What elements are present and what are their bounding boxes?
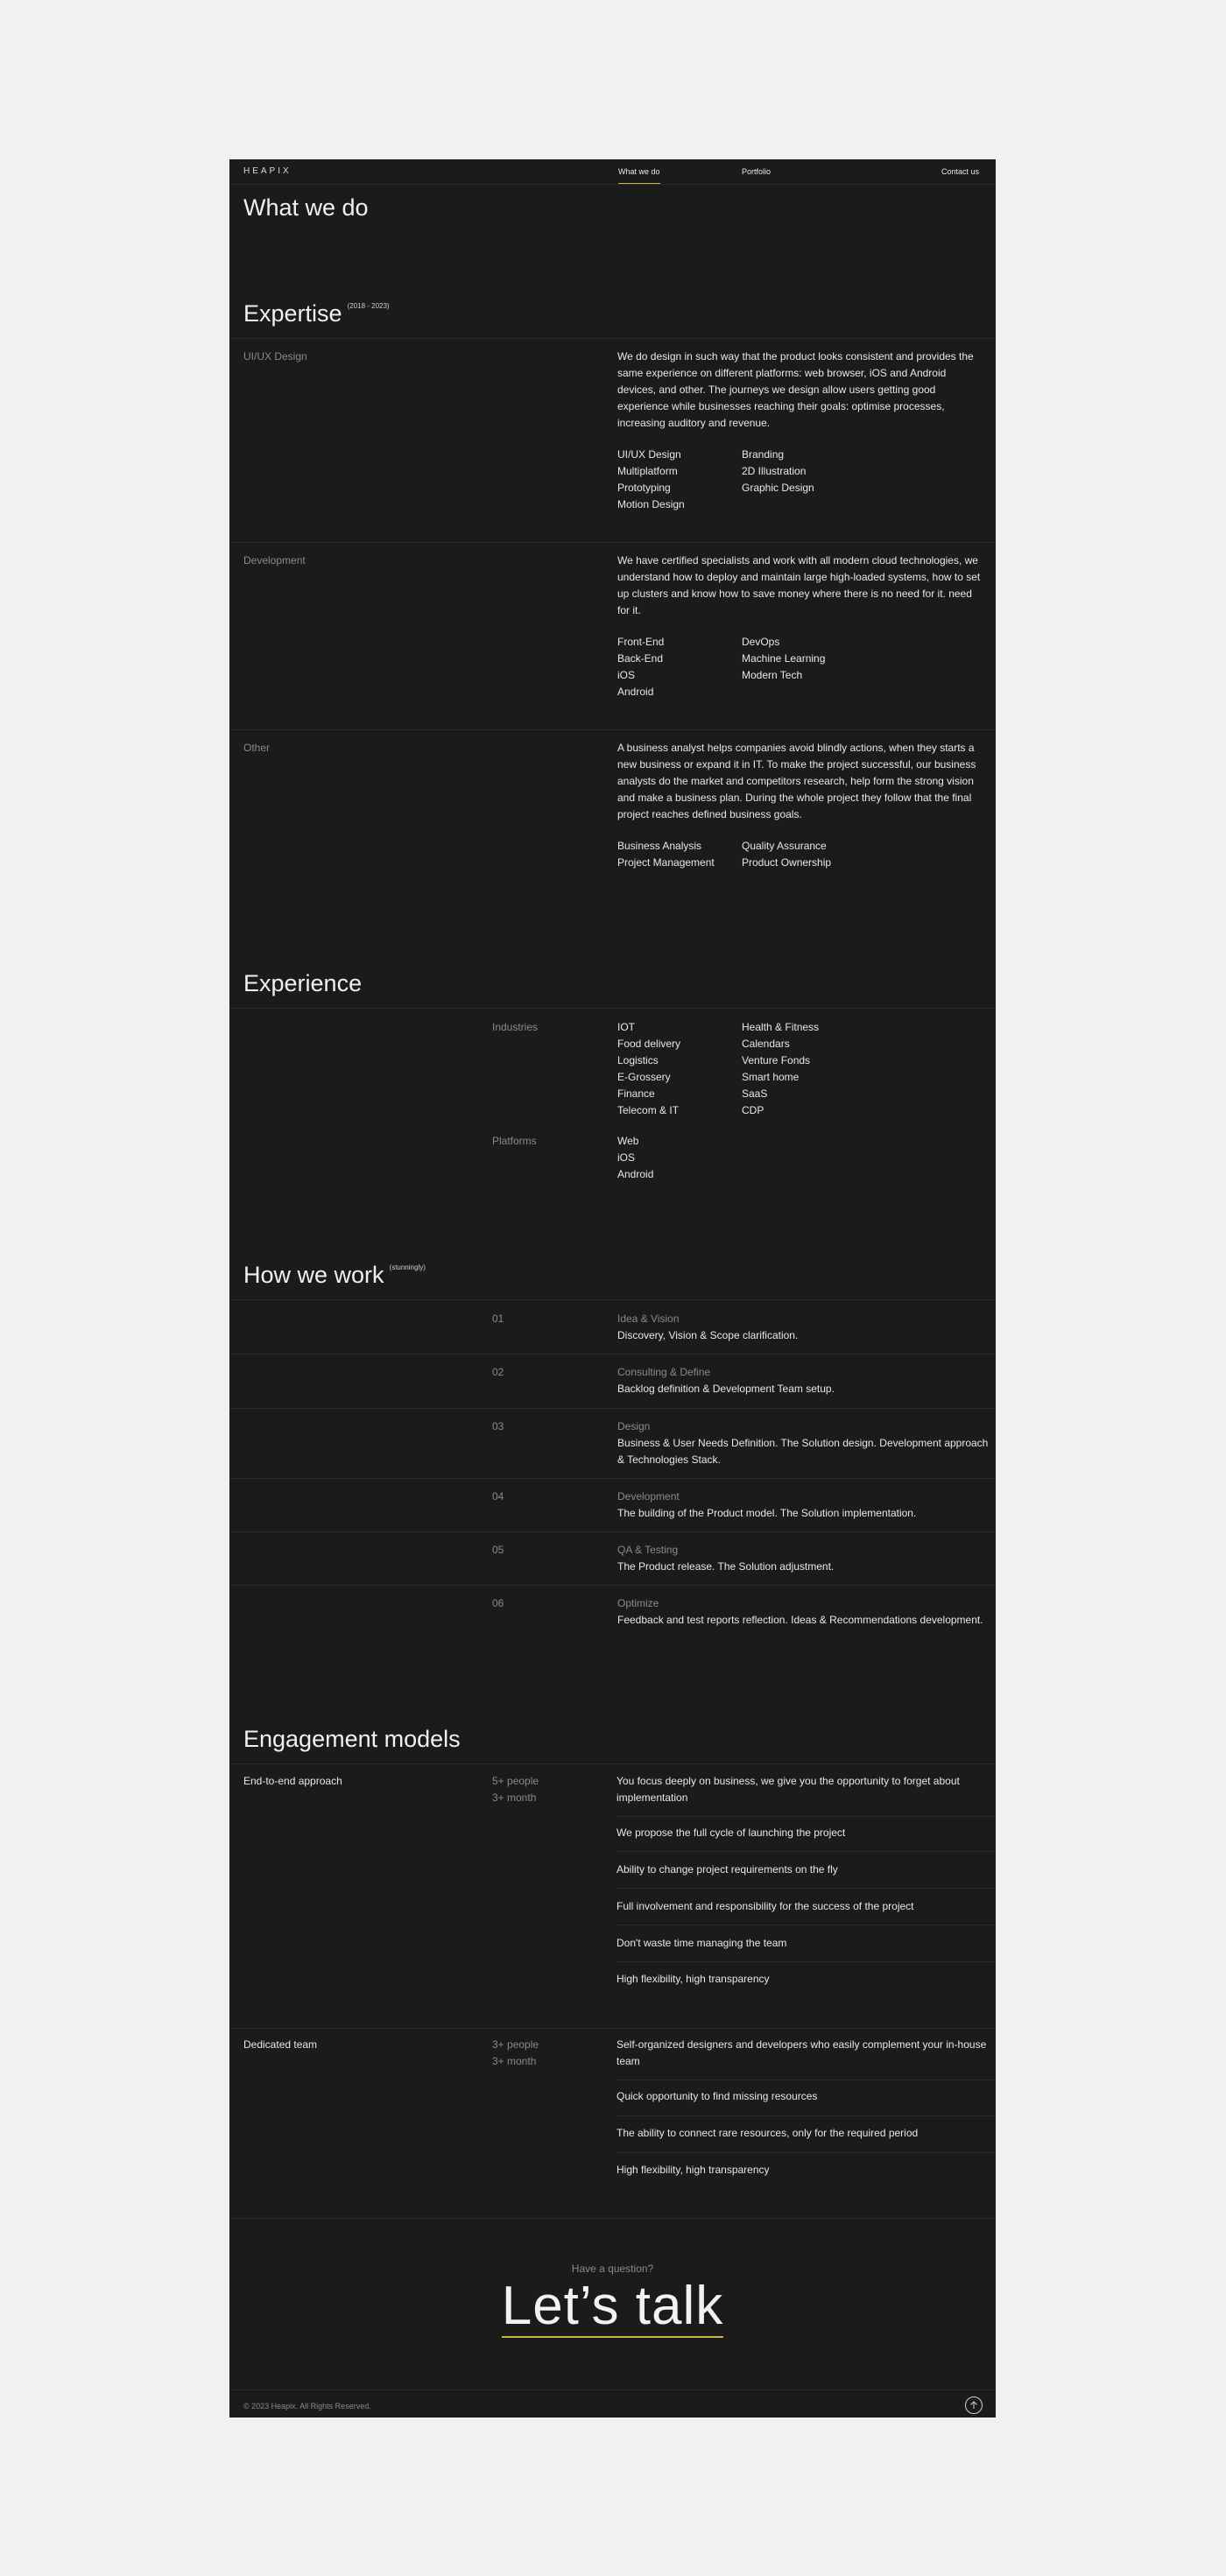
expertise-list-design-1: [617, 447, 685, 513]
platforms-label: Platforms: [492, 1135, 537, 1147]
divider: [229, 338, 996, 339]
list-item: DevOps: [742, 636, 780, 648]
divider: [617, 1961, 996, 1962]
step-number: 01: [492, 1313, 504, 1325]
nav-what-we-do[interactable]: [618, 167, 660, 176]
divider: [229, 2218, 996, 2219]
model-people: 3+ people: [492, 2038, 539, 2051]
step-title: Design: [617, 1420, 651, 1432]
step-title: Idea & Vision: [617, 1313, 680, 1325]
page-title: What we do: [243, 194, 369, 221]
list-item: Venture Fonds: [742, 1054, 811, 1066]
list-item: Quality Assurance: [742, 840, 827, 852]
list-item: Front-End: [617, 636, 665, 648]
step-number: 06: [492, 1597, 504, 1609]
step-text: The Product release. The Solution adjustment.: [617, 1560, 835, 1573]
expertise-years: (2018 - 2023): [347, 302, 390, 310]
list-item: Project Management: [617, 856, 715, 869]
list-item: Motion Design: [617, 498, 685, 510]
divider: [229, 1408, 996, 1409]
step-number: 04: [492, 1490, 504, 1503]
list-item: Food delivery: [617, 1038, 681, 1050]
model-duration: 3+ month: [492, 2055, 537, 2067]
list-item: IOT: [617, 1021, 635, 1033]
model-name: Dedicated team: [243, 2038, 318, 2051]
model-point: Don't waste time managing the team: [617, 1937, 787, 1949]
divider: [617, 2115, 996, 2116]
list-item: iOS: [617, 669, 636, 681]
model-duration: 3+ month: [492, 1791, 537, 1804]
lets-talk-link[interactable]: Let’s talk: [501, 2276, 724, 2336]
step-number: 05: [492, 1544, 504, 1556]
nav-portfolio[interactable]: Portfolio: [742, 167, 772, 176]
experience-title: Experience: [243, 970, 363, 996]
step-text: Feedback and test reports reflection. Ideas & Recommendations development.: [617, 1614, 983, 1626]
list-item: Modern Tech: [742, 669, 803, 681]
divider: [229, 1478, 996, 1479]
list-item: Android: [617, 1168, 654, 1180]
contact-link[interactable]: Contact us: [941, 167, 980, 176]
step-title: Development: [617, 1490, 680, 1503]
divider: [229, 2028, 996, 2029]
model-point: The ability to connect rare resources, only for the required period: [617, 2127, 919, 2139]
list-item: Logistics: [617, 1054, 659, 1066]
list-item: Telecom & IT: [617, 1104, 680, 1116]
list-item: 2D Illustration: [742, 465, 807, 477]
cta-container: [229, 2278, 996, 2338]
scroll-top-button[interactable]: [965, 2397, 983, 2414]
list-item: CDP: [742, 1104, 764, 1116]
list-item: Web: [617, 1135, 639, 1147]
divider: [617, 1816, 996, 1817]
copyright: © 2023 Heapix. All Rights Reserved.: [243, 2402, 371, 2411]
model-meta: [492, 1773, 539, 1806]
model-point: High flexibility, high transparency: [617, 1973, 770, 1985]
model-point: Full involvement and responsibility for the success of the project: [617, 1900, 914, 1912]
model-point: High flexibility, high transparency: [617, 2164, 770, 2176]
divider: [229, 1299, 996, 1300]
divider: [229, 542, 996, 543]
expertise-text-design: We do design in such way that the product looks consistent and provides the same experience on different platforms: web browser, iOS and Android devices, and other. The journeys we design allow users getting good experience while businesses reaching their goals: optimise processes, increasing auditory and revenue.: [617, 350, 974, 429]
list-item: Machine Learning: [742, 652, 826, 665]
cta-question: Have a question?: [571, 2263, 654, 2275]
list-item: Finance: [617, 1087, 655, 1100]
expertise-list-other-2: [742, 838, 831, 871]
model-meta: [492, 2037, 539, 2070]
list-item: Business Analysis: [617, 840, 702, 852]
expertise-list-development-1: [617, 634, 664, 700]
model-point: You focus deeply on business, we give you the opportunity to forget about implementation: [617, 1775, 960, 1804]
list-item: Calendars: [742, 1038, 790, 1050]
expertise-list-design-2: [742, 447, 814, 496]
step-title: Optimize: [617, 1597, 659, 1609]
page-frame: [229, 159, 996, 2418]
list-item: Back-End: [617, 652, 664, 665]
list-item: Graphic Design: [742, 482, 814, 494]
step-title: Consulting & Define: [617, 1366, 711, 1378]
industries-list-1: [617, 1019, 680, 1119]
divider: [229, 729, 996, 730]
model-point: We propose the full cycle of launching the project: [617, 1826, 846, 1839]
model-point: Quick opportunity to find missing resources: [617, 2090, 818, 2102]
engagement-title: Engagement models: [243, 1726, 461, 1752]
list-item: Branding: [742, 448, 785, 461]
step-text: Business & User Needs Definition. The Solution design. Development approach & Technologies Stack.: [617, 1437, 989, 1466]
list-item: Android: [617, 686, 654, 698]
expertise-title: Expertise: [243, 300, 342, 327]
divider: [229, 1008, 996, 1009]
divider: [229, 2389, 996, 2390]
model-people: 5+ people: [492, 1775, 539, 1787]
how-title: How we work: [243, 1262, 384, 1288]
divider: [229, 184, 996, 185]
platforms-list: [617, 1133, 653, 1183]
list-item: UI/UX Design: [617, 448, 681, 461]
step-number: 02: [492, 1366, 504, 1378]
divider: [617, 2152, 996, 2153]
expertise-text-development: We have certified specialists and work with all modern cloud technologies, we understand how to deploy and maintain large high-loaded systems, how to set up clusters and know how to save money where there is no need for it. need for it.: [617, 554, 981, 616]
step-text: Discovery, Vision & Scope clarification.: [617, 1329, 799, 1341]
step-number: 03: [492, 1420, 504, 1432]
list-item: Product Ownership: [742, 856, 832, 869]
expertise-list-other-1: [617, 838, 715, 871]
divider: [229, 1354, 996, 1355]
list-item: Prototyping: [617, 482, 671, 494]
logo[interactable]: HEAPIX: [243, 166, 292, 176]
list-item: E-Grossery: [617, 1071, 671, 1083]
divider: [617, 1888, 996, 1889]
divider: [229, 1763, 996, 1764]
how-note: (stunningly): [389, 1263, 426, 1271]
expertise-label-development: Development: [243, 554, 306, 567]
step-text: Backlog definition & Development Team setup.: [617, 1383, 835, 1395]
model-name: End-to-end approach: [243, 1775, 342, 1787]
expertise-text-other: A business analyst helps companies avoid blindly actions, when they starts a new business or expand it in IT. To make the project successful, our business analysts do the market and competitors research, help form the strong vision and make a business plan. During the whole project they follow that the final project reaches defined business goals.: [617, 742, 976, 820]
model-point: Ability to change project requirements on the fly: [617, 1863, 838, 1876]
list-item: SaaS: [742, 1087, 768, 1100]
expertise-heading: [243, 300, 390, 327]
list-item: Smart home: [742, 1071, 800, 1083]
divider: [229, 1531, 996, 1532]
industries-list-2: [742, 1019, 819, 1119]
step-text: The building of the Product model. The Solution implementation.: [617, 1507, 917, 1519]
list-item: Health & Fitness: [742, 1021, 820, 1033]
model-point: Self-organized designers and developers who easily complement your in-house team: [617, 2038, 987, 2067]
divider: [229, 1585, 996, 1586]
list-item: Multiplatform: [617, 465, 678, 477]
nav-label: What we do: [618, 167, 660, 176]
expertise-label-design: UI/UX Design: [243, 350, 307, 362]
how-heading: [243, 1262, 426, 1289]
step-title: QA & Testing: [617, 1544, 679, 1556]
expertise-list-development-2: [742, 634, 825, 684]
industries-label: Industries: [492, 1021, 539, 1033]
expertise-label-other: Other: [243, 742, 271, 754]
arrow-up-icon: [969, 2401, 978, 2410]
list-item: iOS: [617, 1151, 636, 1164]
divider: [617, 1851, 996, 1852]
